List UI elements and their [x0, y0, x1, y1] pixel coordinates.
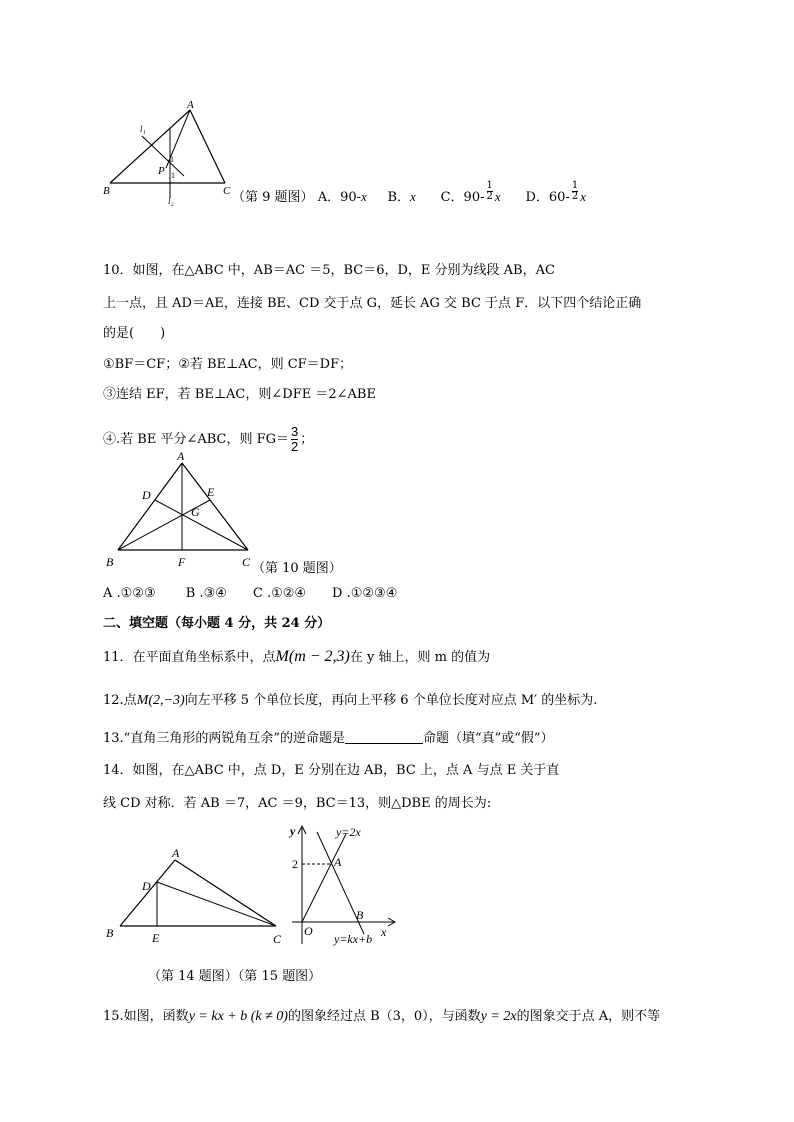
q10-line-2: 上一点，且 AD＝AE，连接 BE、CD 交于点 G，延长 AG 交 BC 于点 F．以下四个结论正确 [103, 296, 642, 311]
q9-opt-a-var: x [361, 189, 367, 204]
q10-label-B: B [106, 555, 114, 569]
q9-opt-b-var: x [410, 189, 416, 204]
q15-label-x: x [381, 925, 387, 939]
q15-func2: y = 2x [480, 1009, 517, 1024]
q9-options [232, 180, 586, 208]
q9-opt-d-var: x [580, 189, 586, 204]
q9-opt-c-den: 2 [486, 191, 493, 202]
q14-label-E: E [152, 931, 160, 945]
q9-label-l2: l₂ [168, 196, 174, 206]
q11-point: M [275, 648, 289, 665]
q10-fraction [291, 425, 298, 454]
q9-opt-d-num: 1 [571, 180, 579, 191]
q9-opt-c-var: x [494, 189, 501, 204]
q10-line-3: 的是( ) [103, 326, 166, 341]
q14-line-2: 线 CD 对称．若 AB ＝7，AC ＝9，BC＝13，则△DBE 的周长为: [103, 796, 492, 811]
q12 [103, 689, 597, 709]
q9-opt-b: B． [387, 190, 411, 205]
q15-label-2: 2 [292, 857, 298, 871]
q9-side-ba [110, 110, 190, 183]
q10-label-D: D [142, 488, 151, 502]
q15-text-post: 的图象交于点 A，则不等 [516, 1009, 661, 1024]
q14-q15-captions: （第 14 题图）（第 15 题图） [148, 969, 322, 984]
q14-line-dc [157, 882, 276, 926]
q10-line-cd [155, 500, 248, 550]
q12-text-post: 向左平移 5 个单位长度，再向上平移 6 个单位长度对应点 M′ 的坐标为. [184, 693, 598, 708]
q14-side-ac [175, 860, 276, 926]
q9-label-C: C [223, 185, 231, 197]
q15-text-pre: 15.如图，函数 [103, 1009, 189, 1024]
q12-coord: (2,−3) [148, 693, 185, 708]
q13 [103, 727, 554, 746]
q15-label-y: y [290, 824, 296, 838]
q14-label-A: A [172, 846, 180, 860]
q10-line-4: ①BF＝CF；②若 BE⊥AC，则 CF＝DF； [103, 357, 353, 372]
q11-text-mid: 在 y 轴上，则 m 的值为 [349, 650, 491, 665]
q14-figure [100, 840, 290, 945]
q10-label-C: C [242, 555, 251, 569]
q10-side-ab [118, 463, 182, 550]
q9-opt-d: D．60- [525, 190, 570, 205]
q9-opt-c: C．90- [440, 190, 485, 205]
q15-figure [282, 822, 402, 952]
q12-text-pre: 12.点 [103, 693, 137, 708]
q14-label-C: C [273, 932, 282, 945]
q10-line-6-text: ④.若 BE 平分∠ABC，则 FG＝ [103, 432, 289, 447]
q10-line-5: ③连结 EF，若 BE⊥AC，则∠DFE ＝2∠ABE [103, 387, 376, 402]
q10-figure [100, 446, 270, 572]
q10-caption: （第 10 题图） [252, 561, 342, 576]
q9-label-B: B [103, 185, 110, 197]
q9-figure [100, 98, 240, 210]
q9-label-P: P [158, 165, 165, 177]
q12-point: M [136, 693, 149, 708]
q11 [103, 646, 490, 666]
q15-label-A: A [334, 855, 342, 869]
q15-label-B: B [356, 908, 364, 922]
q9-label-l1: l₁ [140, 124, 146, 134]
q10-line-1: 10．如图，在△ABC 中，AB＝AC ＝5，BC＝6，D，E 分别为线段 AB，AC [103, 263, 555, 278]
q9-label-A: A [187, 99, 194, 111]
section-heading: 二、填空题（每小题 4 分，共 24 分） [103, 616, 331, 631]
q10-line-6-end: ； [300, 432, 314, 447]
q11-coord: (m − 2,3) [288, 648, 350, 665]
q9-label-angle1b: 1 [171, 171, 175, 180]
q11-text-pre: 11．在平面直角坐标系中，点 [103, 650, 276, 665]
q9-side-ac [190, 110, 225, 183]
q15-text-mid: 的图象经过点 B（3，0），与函数 [287, 1009, 481, 1024]
q9-opt-c-fraction [487, 181, 493, 202]
q10-label-E: E [207, 485, 215, 499]
q14-side-ab [120, 860, 175, 926]
q15 [103, 1005, 660, 1025]
q10-label-F: F [178, 555, 186, 569]
q15-label-line1: y=2x [336, 825, 361, 839]
q14-label-D: D [142, 879, 151, 893]
q10-options: A .①②③ B .③④ C .①②④ D .①②③④ [103, 586, 398, 601]
q10-label-A: A [177, 449, 185, 463]
q13-text-pre: 13.“直角三角形的两锐角互余”的逆命题是 [103, 731, 345, 746]
q9-label-angle1a: 1 [170, 155, 174, 164]
q15-func1: y = kx + b (k ≠ 0) [188, 1009, 288, 1024]
q13-text-post: 命题（填“真”或“假”） [422, 731, 554, 746]
q10-fraction-num: 3 [291, 424, 299, 439]
q15-label-O: O [304, 924, 313, 938]
q9-opt-d-den: 2 [571, 191, 579, 202]
q9-caption: （第 9 题图） [232, 190, 314, 205]
q9-opt-d-fraction [572, 181, 578, 202]
q13-answer-blank[interactable] [345, 731, 423, 744]
q14-line-1: 14．如图，在△ABC 中，点 D，E 分别在边 AB，BC 上，点 A 与点 E 关于直 [103, 763, 560, 778]
q14-label-B: B [106, 926, 114, 940]
q15-label-line2: y=kx+b [334, 932, 373, 946]
q9-opt-a: A．90- [317, 190, 362, 205]
q10-label-G: G [191, 505, 200, 519]
q10-fraction-den: 2 [291, 439, 299, 454]
q9-opt-c-num: 1 [486, 180, 493, 191]
